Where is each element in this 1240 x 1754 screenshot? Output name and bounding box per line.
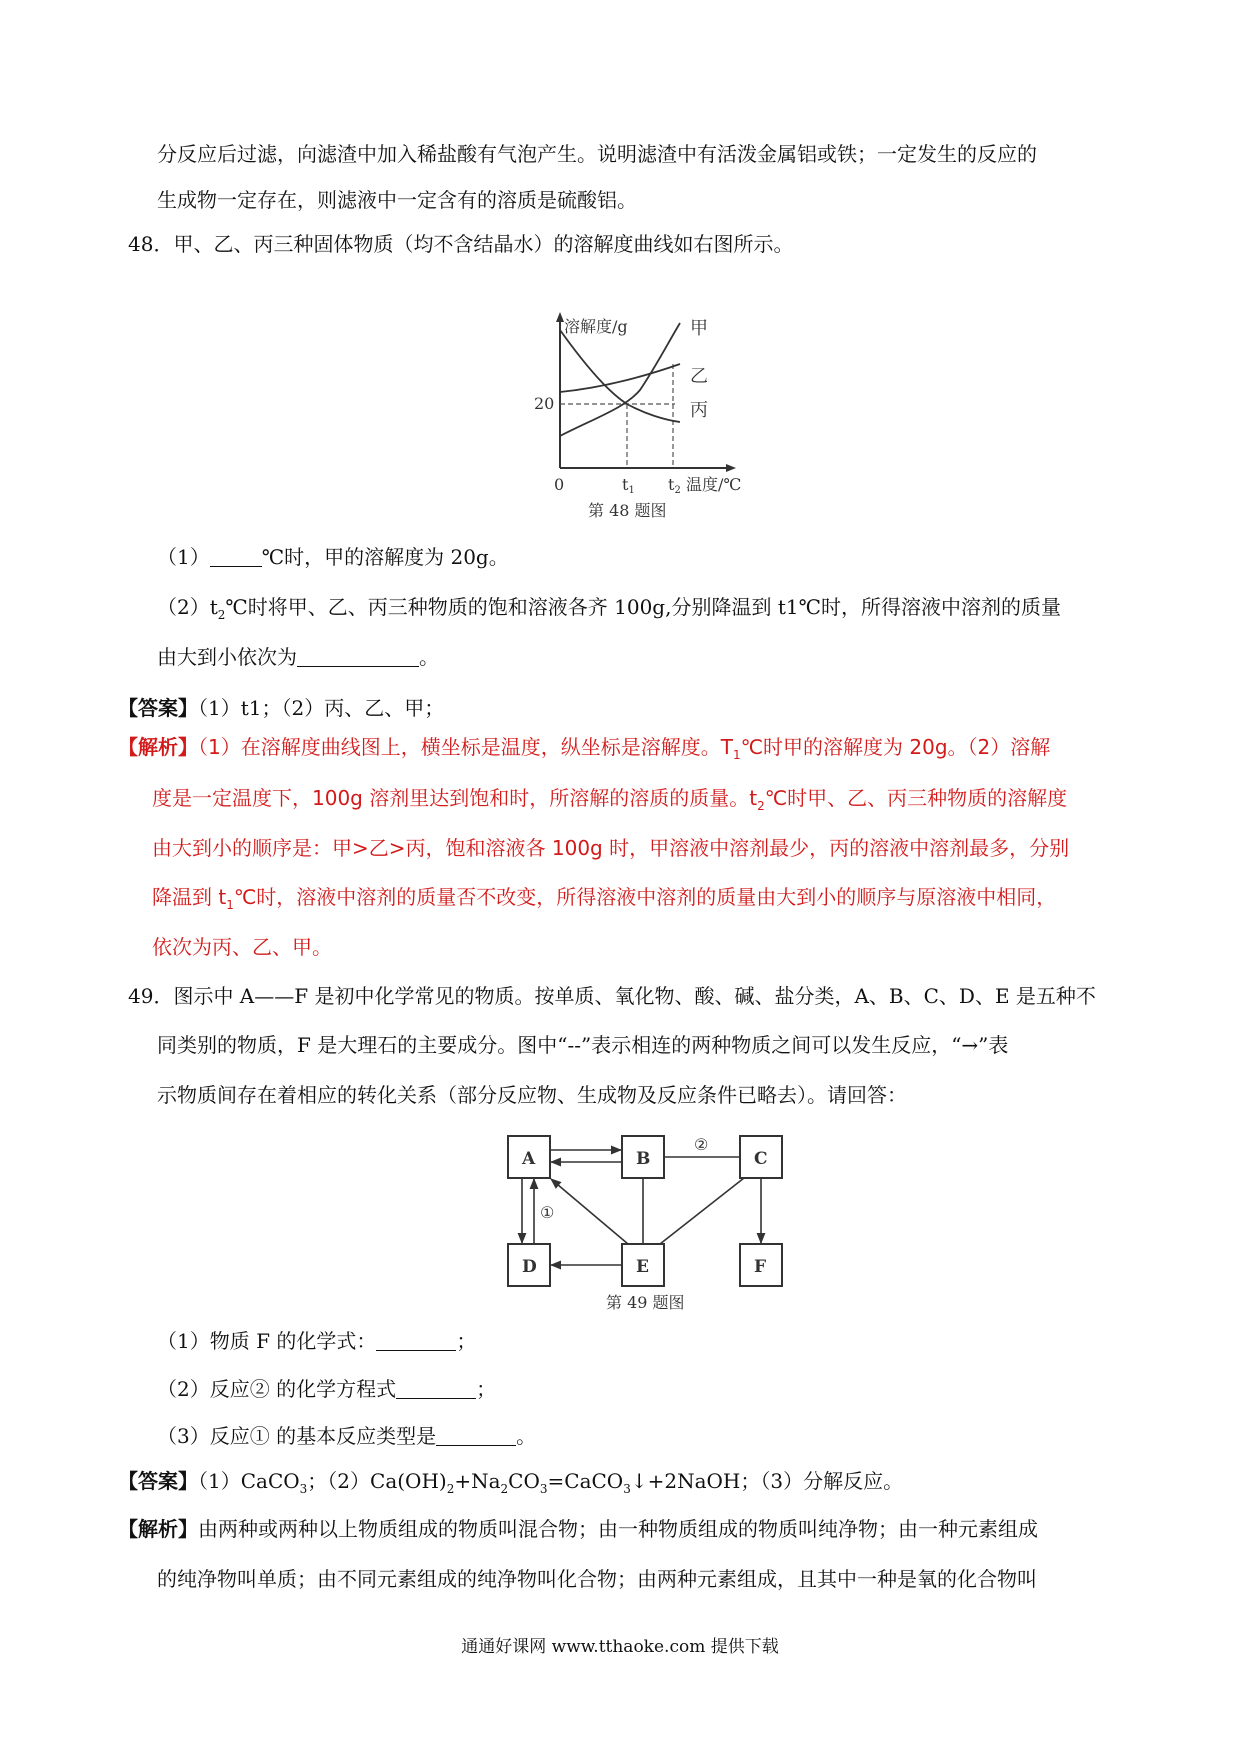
- analysis-48-line: 由大到小的顺序是：甲>乙>丙，饱和溶液各 100g 时，甲溶液中溶剂最少，丙的溶液中溶剂最多，分别: [152, 836, 1070, 860]
- text-line: 分反应后过滤，向滤渣中加入稀盐酸有气泡产生。说明滤渣中有活泼金属铝或铁；一定发生的反应的: [157, 142, 1037, 166]
- question-49-part-1: （1）物质 F 的化学式： ；: [157, 1329, 477, 1353]
- question-49-stem: 示物质间存在着相应的转化关系（部分反应物、生成物及反应条件已略去）。请回答：: [157, 1083, 907, 1107]
- analysis-48-line: 依次为丙、乙、甲。: [152, 935, 332, 959]
- solubility-curve-figure: [530, 308, 770, 520]
- analysis-48-line: 度是一定温度下，100g 溶剂里达到饱和时，所溶解的溶质的质量。$t_2℃$时甲、乙、丙三种物质的溶解度: [152, 786, 1068, 813]
- analysis-48-line: 降温到 $t_1℃$时，溶液中溶剂的质量否不改变，所得溶液中溶剂的质量由大到小的顺序与原溶液中相同，: [152, 885, 1057, 912]
- analysis-49-line: 的纯净物叫单质；由不同元素组成的纯净物叫化合物；由两种元素组成，且其中一种是氧的化合物叫: [157, 1567, 1037, 1591]
- svg-text:A: A: [522, 1149, 536, 1169]
- svg-text:溶解度/g: 溶解度/g: [564, 317, 628, 336]
- question-48-stem: 48．甲、乙、丙三种固体物质（均不含结晶水）的溶解度曲线如右图所示。: [128, 232, 794, 256]
- question-49-stem: 同类别的物质，F 是大理石的主要成分。图中“--”表示相连的两种物质之间可以发生反应，“→”表: [157, 1033, 1009, 1057]
- question-49-part-3: （3）反应① 的基本反应类型是 。: [157, 1424, 537, 1448]
- svg-text:0: 0: [554, 475, 565, 494]
- curve-yi: [560, 364, 680, 392]
- svg-text:F: F: [754, 1257, 767, 1277]
- question-49-stem: 49．图示中 A——F 是初中化学常见的物质。按单质、氧化物、酸、碱、盐分类，A、B、C、D、E 是五种不: [128, 984, 1096, 1008]
- svg-text:t1: t1: [622, 475, 635, 496]
- svg-text:第 48 题图: 第 48 题图: [588, 501, 667, 520]
- answer-48: 【答案】（1）t1；（2）丙、乙、甲；: [118, 696, 445, 720]
- question-48-part-2: $(2)t_2℃$时将甲、乙、丙三种物质的饱和溶液各齐 100g,分别降温到 t1℃时，所得溶液中溶剂的质量: [157, 595, 1061, 622]
- answer-49: 【答案】（1）CaCO$_3$；$(2)Ca(OH)_2+Na_2CO_3=CaCO_3↓+2NaOH$；（3）分解反应。: [118, 1469, 904, 1496]
- svg-text:B: B: [636, 1149, 651, 1169]
- svg-text:第 49 题图: 第 49 题图: [606, 1293, 685, 1312]
- page-footer: 通通好课网 www.tthaoke.com 提供下载: [461, 1637, 779, 1657]
- curve-bing: [560, 330, 680, 422]
- text-line: 生成物一定存在，则滤液中一定含有的溶质是硫酸铝。: [157, 188, 637, 212]
- analysis-48: 【解析】（1）在溶解度曲线图上，横坐标是温度，纵坐标是溶解度。$T_1℃$时甲的溶解度为 20g。（2）溶解: [118, 735, 1051, 762]
- question-48-part-2-cont: 由大到小依次为 。: [157, 645, 439, 669]
- answer-blank: [297, 646, 419, 667]
- svg-text:②: ②: [694, 1135, 709, 1154]
- answer-blank: [396, 1378, 476, 1399]
- answer-blank: [436, 1425, 516, 1446]
- question-49-part-2: （2）反应② 的化学方程式 ；: [157, 1377, 497, 1401]
- reaction-diagram-figure: [500, 1122, 800, 1312]
- svg-text:丙: 丙: [690, 400, 708, 421]
- svg-text:温度/℃: 温度/℃: [686, 475, 742, 494]
- svg-text:t2: t2: [668, 475, 681, 496]
- svg-text:20: 20: [534, 394, 555, 413]
- answer-blank: [210, 546, 262, 567]
- svg-text:乙: 乙: [690, 366, 708, 387]
- svg-text:甲: 甲: [690, 318, 708, 339]
- svg-text:①: ①: [540, 1203, 555, 1222]
- svg-text:C: C: [754, 1149, 768, 1169]
- svg-text:D: D: [522, 1257, 537, 1277]
- analysis-49: 【解析】由两种或两种以上物质组成的物质叫混合物；由一种物质组成的物质叫纯净物；由一种元素组成: [118, 1517, 1038, 1541]
- answer-blank: [376, 1330, 456, 1351]
- svg-text:E: E: [636, 1257, 649, 1277]
- question-48-part-1: （1） ℃时，甲的溶解度为 20g。: [157, 545, 509, 569]
